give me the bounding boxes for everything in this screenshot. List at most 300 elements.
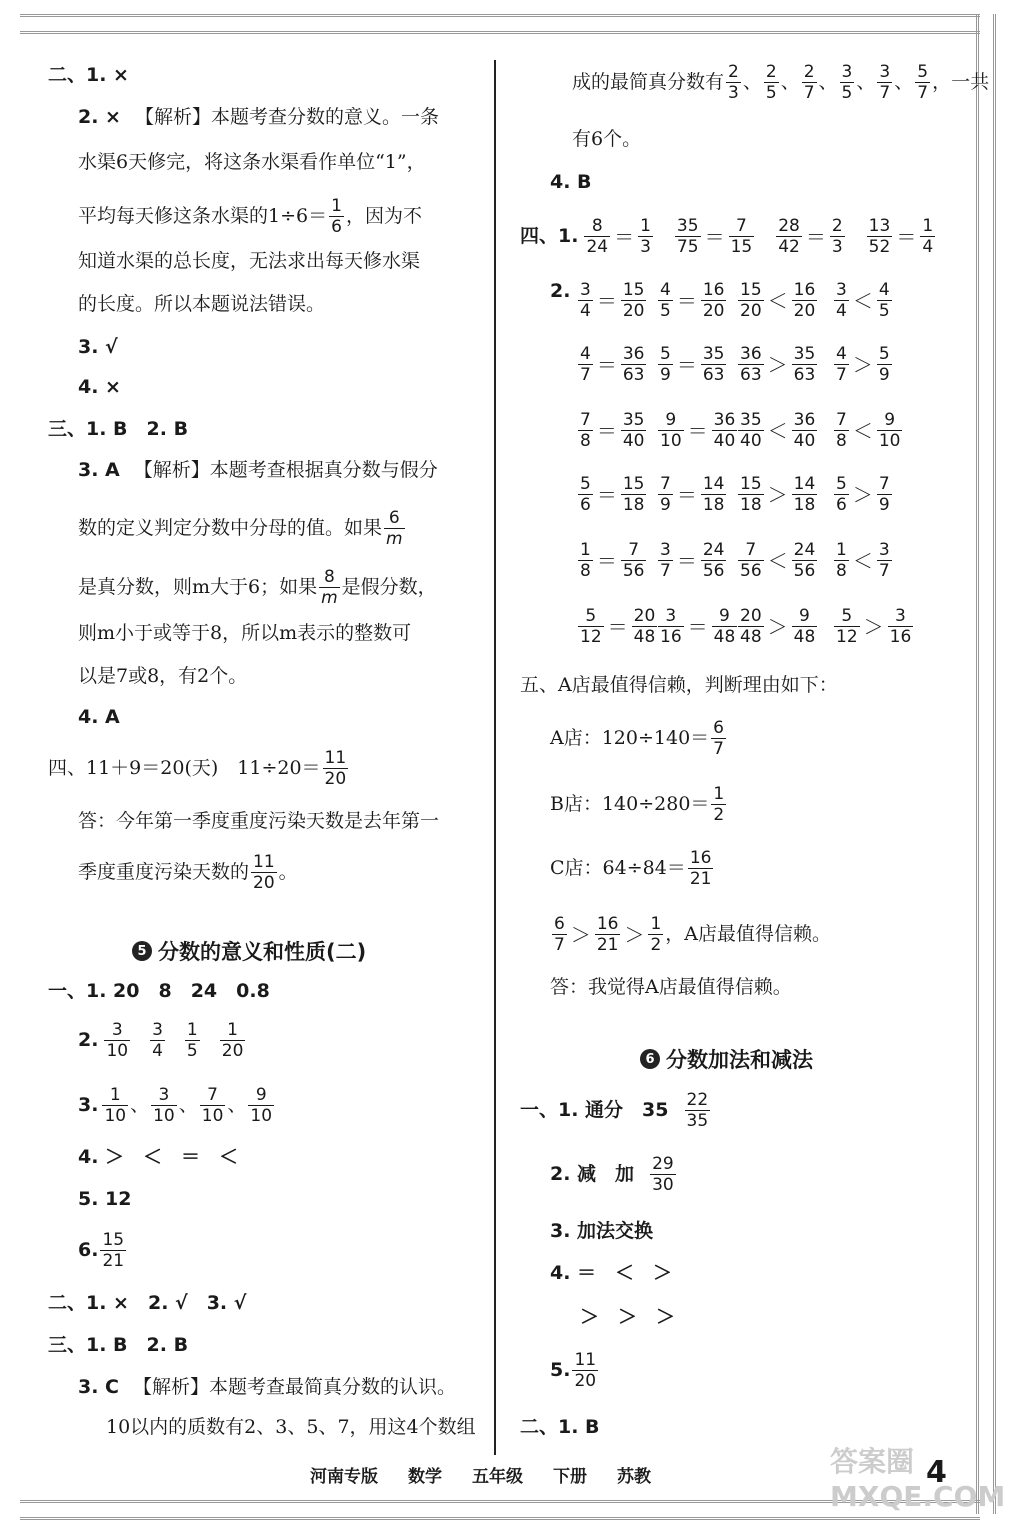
page-border-top bbox=[20, 14, 980, 34]
item-label: 2. bbox=[550, 280, 571, 302]
numerator: 20 bbox=[633, 606, 656, 626]
answer-text: 3. √ bbox=[78, 336, 118, 358]
fraction bbox=[200, 1085, 226, 1126]
item-label: 6. bbox=[78, 1239, 99, 1261]
answer-line bbox=[550, 848, 715, 889]
denominator: 18 bbox=[793, 495, 816, 515]
analysis-text: 是真分数，则m大于6；如果 bbox=[78, 576, 318, 598]
analysis-text: 则m小于或等于8，所以m表示的整数可 bbox=[78, 622, 412, 644]
answer-text: 二、1. × 2. √ 3. √ bbox=[48, 1292, 247, 1314]
fraction bbox=[840, 62, 855, 103]
analysis-text: 平均每天修这条水渠的1÷6＝ bbox=[78, 205, 328, 227]
answer-text: 三、1. B 2. B bbox=[48, 1334, 189, 1356]
numerator: 36 bbox=[713, 410, 736, 430]
numerator: 14 bbox=[702, 474, 725, 494]
footer-edition: 苏教 bbox=[617, 1467, 651, 1487]
denominator: 9 bbox=[660, 365, 671, 385]
fraction bbox=[711, 784, 726, 825]
denominator: 56 bbox=[702, 561, 725, 581]
analysis-text: 10以内的质数有2、3、5、7，用这4个数组 bbox=[106, 1416, 476, 1438]
fraction-comparison bbox=[656, 540, 728, 581]
numerator: 29 bbox=[652, 1154, 674, 1174]
fraction bbox=[738, 344, 764, 385]
section-number-badge: 6 bbox=[640, 1049, 660, 1069]
fraction bbox=[621, 280, 647, 321]
separator: 、 bbox=[780, 71, 800, 93]
fraction bbox=[584, 216, 610, 257]
numerator: 7 bbox=[735, 216, 747, 236]
numerator: 3 bbox=[841, 62, 853, 82]
answer-line bbox=[550, 914, 831, 955]
numerator: 5 bbox=[836, 474, 847, 494]
fraction bbox=[578, 606, 604, 647]
comparison-operator: ＝ bbox=[614, 224, 635, 249]
fraction-comparison bbox=[656, 344, 728, 385]
answer-line bbox=[48, 66, 129, 85]
numerator: 11 bbox=[253, 852, 275, 872]
answer-text: ，A店最值得信赖。 bbox=[665, 923, 832, 945]
fraction bbox=[595, 914, 621, 955]
fraction bbox=[915, 62, 930, 103]
comparison-operator: ＜ bbox=[852, 418, 873, 443]
denominator: 35 bbox=[686, 1111, 709, 1131]
fraction bbox=[877, 280, 892, 321]
denominator: 10 bbox=[201, 1106, 224, 1126]
numerator: 5 bbox=[878, 344, 890, 364]
separator: 、 bbox=[227, 1094, 247, 1116]
numerator: 3 bbox=[665, 606, 677, 626]
separator: 、 bbox=[856, 71, 876, 93]
numerator: 6 bbox=[388, 508, 400, 528]
denominator: 9 bbox=[878, 365, 890, 385]
numerator: 3 bbox=[836, 280, 847, 300]
answer-line bbox=[78, 1085, 276, 1126]
denominator: 48 bbox=[713, 627, 736, 647]
denominator: 20 bbox=[793, 301, 816, 321]
fraction bbox=[329, 196, 344, 237]
numerator: 6 bbox=[713, 718, 724, 738]
fraction bbox=[621, 410, 647, 451]
answer-line bbox=[78, 1378, 456, 1397]
answer-text: 3. A bbox=[78, 459, 120, 481]
fraction bbox=[658, 540, 673, 581]
numerator: 1 bbox=[227, 1020, 238, 1040]
numerator: 7 bbox=[660, 474, 671, 494]
numerator: 1 bbox=[836, 540, 847, 560]
answer-line bbox=[48, 748, 350, 789]
comparison-operator: ＞ bbox=[767, 482, 788, 507]
analysis-text: 是假分数， bbox=[341, 576, 437, 598]
denominator: 7 bbox=[917, 83, 929, 103]
fraction bbox=[578, 344, 593, 385]
denominator: 3 bbox=[728, 83, 739, 103]
fraction bbox=[658, 280, 673, 321]
denominator: 40 bbox=[740, 431, 762, 451]
denominator: 4 bbox=[836, 301, 847, 321]
numerator: 1 bbox=[922, 216, 934, 236]
separator: 、 bbox=[130, 1094, 150, 1116]
comparison-operator: ＝ bbox=[607, 614, 628, 639]
denominator: 63 bbox=[702, 365, 725, 385]
comparison-operator: ＝ bbox=[596, 288, 617, 313]
comparison-operator: ＝ bbox=[596, 482, 617, 507]
denominator: 63 bbox=[740, 365, 762, 385]
answer-line bbox=[48, 1294, 246, 1313]
fraction bbox=[685, 1090, 711, 1131]
fraction-comparison bbox=[832, 606, 915, 647]
numerator: 4 bbox=[580, 344, 591, 364]
numerator: 35 bbox=[702, 344, 725, 364]
analysis-text: 【解析】本题考查分数的意义。一条 bbox=[134, 106, 439, 128]
fraction bbox=[638, 216, 653, 257]
fraction bbox=[578, 410, 593, 451]
fraction bbox=[877, 540, 892, 581]
answer-text: A店：120÷140＝ bbox=[550, 727, 710, 749]
denominator: 10 bbox=[660, 431, 682, 451]
comparison-operator: ＜ bbox=[852, 288, 873, 313]
numerator: 3 bbox=[111, 1020, 123, 1040]
numerator: 24 bbox=[793, 540, 816, 560]
fraction bbox=[834, 410, 849, 451]
answer-text: 3. C bbox=[78, 1376, 119, 1398]
comparison-operator: ＞ bbox=[767, 352, 788, 377]
answer-line bbox=[78, 461, 438, 480]
numerator: 7 bbox=[836, 410, 847, 430]
fraction-comparison bbox=[656, 474, 728, 515]
analysis-line bbox=[78, 196, 422, 237]
fraction bbox=[658, 410, 684, 451]
fraction-comparison bbox=[576, 540, 648, 581]
fraction bbox=[712, 606, 738, 647]
answer-line bbox=[78, 378, 121, 397]
answer-line bbox=[550, 1222, 653, 1241]
denominator: 9 bbox=[878, 495, 890, 515]
fraction bbox=[920, 216, 935, 257]
item-label: 3. bbox=[78, 1094, 99, 1116]
fraction bbox=[834, 606, 860, 647]
fraction bbox=[764, 62, 779, 103]
fraction bbox=[834, 344, 849, 385]
answer-line bbox=[48, 982, 270, 1001]
denominator: 5 bbox=[841, 83, 853, 103]
denominator: 7 bbox=[879, 83, 891, 103]
fraction bbox=[792, 410, 818, 451]
fraction bbox=[738, 540, 764, 581]
denominator: 30 bbox=[652, 1175, 674, 1195]
fraction bbox=[100, 1230, 126, 1271]
comparison-operator: ＝ bbox=[676, 352, 697, 377]
separator: 、 bbox=[742, 71, 762, 93]
denominator: 8 bbox=[580, 431, 591, 451]
fraction bbox=[792, 606, 818, 647]
denominator: 75 bbox=[676, 237, 699, 257]
fraction bbox=[726, 62, 741, 103]
fraction bbox=[877, 474, 892, 515]
answer-line bbox=[520, 1090, 712, 1131]
numerator: 1 bbox=[640, 216, 651, 236]
section-title-5 bbox=[132, 936, 366, 966]
numerator: 36 bbox=[740, 344, 762, 364]
denominator: 7 bbox=[660, 561, 671, 581]
numerator: 5 bbox=[580, 474, 591, 494]
section-title-text: 分数的意义和性质(二) bbox=[158, 940, 367, 964]
denominator: 5 bbox=[765, 83, 777, 103]
numerator: 15 bbox=[740, 280, 762, 300]
fraction bbox=[675, 216, 701, 257]
denominator: 20 bbox=[702, 301, 725, 321]
fraction bbox=[712, 410, 738, 451]
fraction-comparison bbox=[736, 280, 819, 321]
denominator: 2 bbox=[713, 805, 725, 825]
answer-text: 季度重度污染天数的 bbox=[78, 861, 250, 883]
comparison-operator: ＞ bbox=[570, 922, 591, 947]
fraction-comparison bbox=[576, 474, 648, 515]
comparison-operator: ＝ bbox=[805, 224, 826, 249]
fraction bbox=[738, 280, 764, 321]
comparison-operator: ＞ bbox=[624, 922, 645, 947]
fraction bbox=[792, 474, 818, 515]
answer-line bbox=[550, 784, 728, 825]
answer-line bbox=[78, 108, 439, 127]
numerator: 1 bbox=[580, 540, 591, 560]
numerator: 16 bbox=[793, 280, 816, 300]
numerator: 15 bbox=[102, 1230, 125, 1250]
section-title-text: 分数加法和减法 bbox=[666, 1048, 813, 1072]
comparison-operator: ＜ bbox=[767, 548, 788, 573]
numerator: 9 bbox=[719, 606, 730, 626]
numerator: 3 bbox=[158, 1085, 170, 1105]
fraction bbox=[729, 216, 755, 257]
fraction bbox=[701, 474, 727, 515]
denominator: 10 bbox=[153, 1106, 175, 1126]
answer-text: 一、1. 通分 35 bbox=[520, 1099, 669, 1121]
fraction bbox=[648, 914, 663, 955]
comparison-operator: ＝ bbox=[687, 418, 708, 443]
page-border-right bbox=[976, 14, 996, 1514]
answer-text: ＞ ＞ ＞ bbox=[580, 1306, 676, 1328]
denominator: 7 bbox=[713, 739, 724, 759]
numerator: 9 bbox=[884, 410, 896, 430]
analysis-text: 水渠6天修完，将这条水渠看作单位“1”， bbox=[78, 151, 426, 173]
fraction bbox=[888, 606, 914, 647]
denominator: 48 bbox=[633, 627, 656, 647]
denominator: 15 bbox=[730, 237, 753, 257]
denominator: 21 bbox=[689, 869, 712, 889]
numerator: 2 bbox=[803, 62, 815, 82]
fraction bbox=[185, 1020, 200, 1061]
footer bbox=[310, 1462, 651, 1487]
denominator: 7 bbox=[878, 561, 890, 581]
answer-text: 一、1. 20 8 24 0.8 bbox=[48, 980, 270, 1002]
fraction bbox=[572, 1350, 598, 1391]
comparison-operator: ＝ bbox=[676, 548, 697, 573]
answer-line bbox=[78, 1230, 128, 1271]
section-title-6 bbox=[640, 1044, 813, 1074]
analysis-text: 有6个。 bbox=[572, 128, 642, 150]
answer-text: 2. × bbox=[78, 106, 121, 128]
denominator: 48 bbox=[793, 627, 816, 647]
fraction bbox=[776, 216, 802, 257]
numerator: 7 bbox=[580, 410, 591, 430]
answer-text: 。 bbox=[278, 861, 298, 883]
fraction bbox=[738, 410, 764, 451]
fraction bbox=[877, 62, 892, 103]
answer-text: 4. B bbox=[550, 171, 592, 193]
answer-text: 答：我觉得A店最值得信赖。 bbox=[550, 976, 792, 998]
numerator: 5 bbox=[585, 606, 597, 626]
answer-text: 4. A bbox=[78, 706, 120, 728]
comparison-operator: ＞ bbox=[863, 614, 884, 639]
comparison-operator: ＝ bbox=[896, 224, 917, 249]
numerator: 9 bbox=[799, 606, 810, 626]
numerator: 36 bbox=[622, 344, 645, 364]
fraction bbox=[738, 606, 764, 647]
denominator: 5 bbox=[186, 1041, 198, 1061]
denominator: 20 bbox=[574, 1371, 597, 1391]
analysis-line bbox=[78, 567, 437, 608]
denominator: 12 bbox=[836, 627, 858, 647]
denominator: 6 bbox=[331, 217, 342, 237]
numerator: 1 bbox=[109, 1085, 121, 1105]
numerator: 35 bbox=[676, 216, 699, 236]
denominator: 56 bbox=[622, 561, 645, 581]
answer-line bbox=[550, 1350, 600, 1391]
fraction bbox=[658, 606, 684, 647]
fraction bbox=[384, 508, 405, 549]
fraction bbox=[578, 280, 593, 321]
answer-line bbox=[580, 1308, 675, 1327]
answer-line bbox=[78, 338, 118, 357]
denominator: 40 bbox=[622, 431, 645, 451]
numerator: 4 bbox=[878, 280, 890, 300]
answer-text: 三、1. B 2. B bbox=[48, 418, 189, 440]
fraction bbox=[867, 216, 893, 257]
denominator: 6 bbox=[836, 495, 847, 515]
comparison-operator: ＝ bbox=[676, 482, 697, 507]
numerator: 1 bbox=[650, 914, 662, 934]
fraction-comparison bbox=[656, 410, 739, 451]
numerator: 8 bbox=[323, 567, 335, 587]
denominator: 42 bbox=[778, 237, 800, 257]
answer-text: 二、1. B bbox=[520, 1416, 600, 1438]
fraction-comparison bbox=[832, 280, 894, 321]
answer-line bbox=[550, 718, 728, 759]
answer-line bbox=[550, 173, 592, 192]
numerator: 2 bbox=[831, 216, 843, 236]
analysis-text: ，因为不 bbox=[345, 205, 422, 227]
fraction bbox=[701, 344, 727, 385]
denominator: 16 bbox=[889, 627, 912, 647]
denominator: 4 bbox=[152, 1041, 163, 1061]
denominator: 18 bbox=[702, 495, 725, 515]
fraction bbox=[632, 606, 658, 647]
answer-line bbox=[78, 1190, 132, 1209]
numerator: 9 bbox=[255, 1085, 267, 1105]
fraction bbox=[650, 1154, 676, 1195]
fraction bbox=[877, 410, 903, 451]
numerator: 1 bbox=[186, 1020, 198, 1040]
denominator: 7 bbox=[554, 935, 565, 955]
numerator: 3 bbox=[580, 280, 591, 300]
denominator: m bbox=[321, 588, 338, 608]
numerator: 3 bbox=[895, 606, 906, 626]
answer-line bbox=[78, 708, 120, 727]
analysis-text: 的长度。所以本题说法错误。 bbox=[78, 293, 326, 315]
comparison-operator: ＜ bbox=[852, 548, 873, 573]
answer-line bbox=[48, 1336, 188, 1355]
analysis-text: ，一共 bbox=[932, 71, 990, 93]
separator: 、 bbox=[818, 71, 838, 93]
denominator: 10 bbox=[878, 431, 901, 451]
denominator: 20 bbox=[253, 873, 275, 893]
answer-text: 五、A店最值得信赖，判断理由如下： bbox=[520, 674, 838, 696]
denominator: 6 bbox=[580, 495, 591, 515]
denominator: 56 bbox=[793, 561, 816, 581]
answer-text: 5. 12 bbox=[78, 1188, 132, 1210]
answer-text: 二、1. × bbox=[48, 64, 129, 86]
fraction-comparison bbox=[736, 540, 819, 581]
footer-grade: 五年级 bbox=[472, 1467, 523, 1487]
denominator: 7 bbox=[803, 83, 815, 103]
fraction bbox=[621, 474, 647, 515]
denominator: 10 bbox=[104, 1106, 127, 1126]
numerator: 16 bbox=[689, 848, 712, 868]
numerator: 4 bbox=[660, 280, 671, 300]
answer-line bbox=[520, 1418, 600, 1437]
denominator: m bbox=[386, 529, 403, 549]
column-divider bbox=[494, 60, 496, 1455]
numerator: 2 bbox=[728, 62, 739, 82]
denominator: 20 bbox=[622, 301, 645, 321]
numerator: 16 bbox=[596, 914, 619, 934]
denominator: 8 bbox=[836, 561, 847, 581]
answer-text: 4. × bbox=[78, 376, 121, 398]
fraction bbox=[251, 852, 277, 893]
answer-text: 4. ＞ ＜ ＝ ＜ bbox=[78, 1146, 239, 1168]
numerator: 3 bbox=[879, 62, 891, 82]
answer-line bbox=[78, 1020, 247, 1061]
fraction bbox=[834, 280, 849, 321]
numerator: 13 bbox=[868, 216, 891, 236]
comparison-operator: ＝ bbox=[596, 418, 617, 443]
fraction-comparison bbox=[832, 410, 904, 451]
numerator: 15 bbox=[622, 474, 645, 494]
page-number: 4 bbox=[926, 1455, 947, 1490]
numerator: 9 bbox=[665, 410, 677, 430]
fraction-comparison bbox=[736, 606, 819, 647]
denominator: 5 bbox=[660, 301, 671, 321]
answer-text: B店：140÷280＝ bbox=[550, 793, 710, 815]
numerator: 28 bbox=[778, 216, 800, 236]
fraction bbox=[220, 1020, 246, 1061]
footer-subject: 数学 bbox=[408, 1467, 442, 1487]
fraction-comparison bbox=[656, 280, 728, 321]
section-number-badge: 5 bbox=[132, 941, 152, 961]
fraction-equation bbox=[865, 216, 937, 257]
comparison-operator: ＞ bbox=[852, 482, 873, 507]
answer-line bbox=[520, 216, 937, 257]
comparison-operator: ＝ bbox=[704, 224, 725, 249]
fraction bbox=[578, 540, 593, 581]
comparison-operator: ＝ bbox=[596, 548, 617, 573]
analysis-text: 成的最简真分数有 bbox=[572, 71, 725, 93]
denominator: 21 bbox=[102, 1251, 125, 1271]
numerator: 1 bbox=[713, 784, 725, 804]
numerator: 11 bbox=[574, 1350, 597, 1370]
fraction bbox=[248, 1085, 274, 1126]
numerator: 6 bbox=[554, 914, 565, 934]
numerator: 15 bbox=[622, 280, 645, 300]
